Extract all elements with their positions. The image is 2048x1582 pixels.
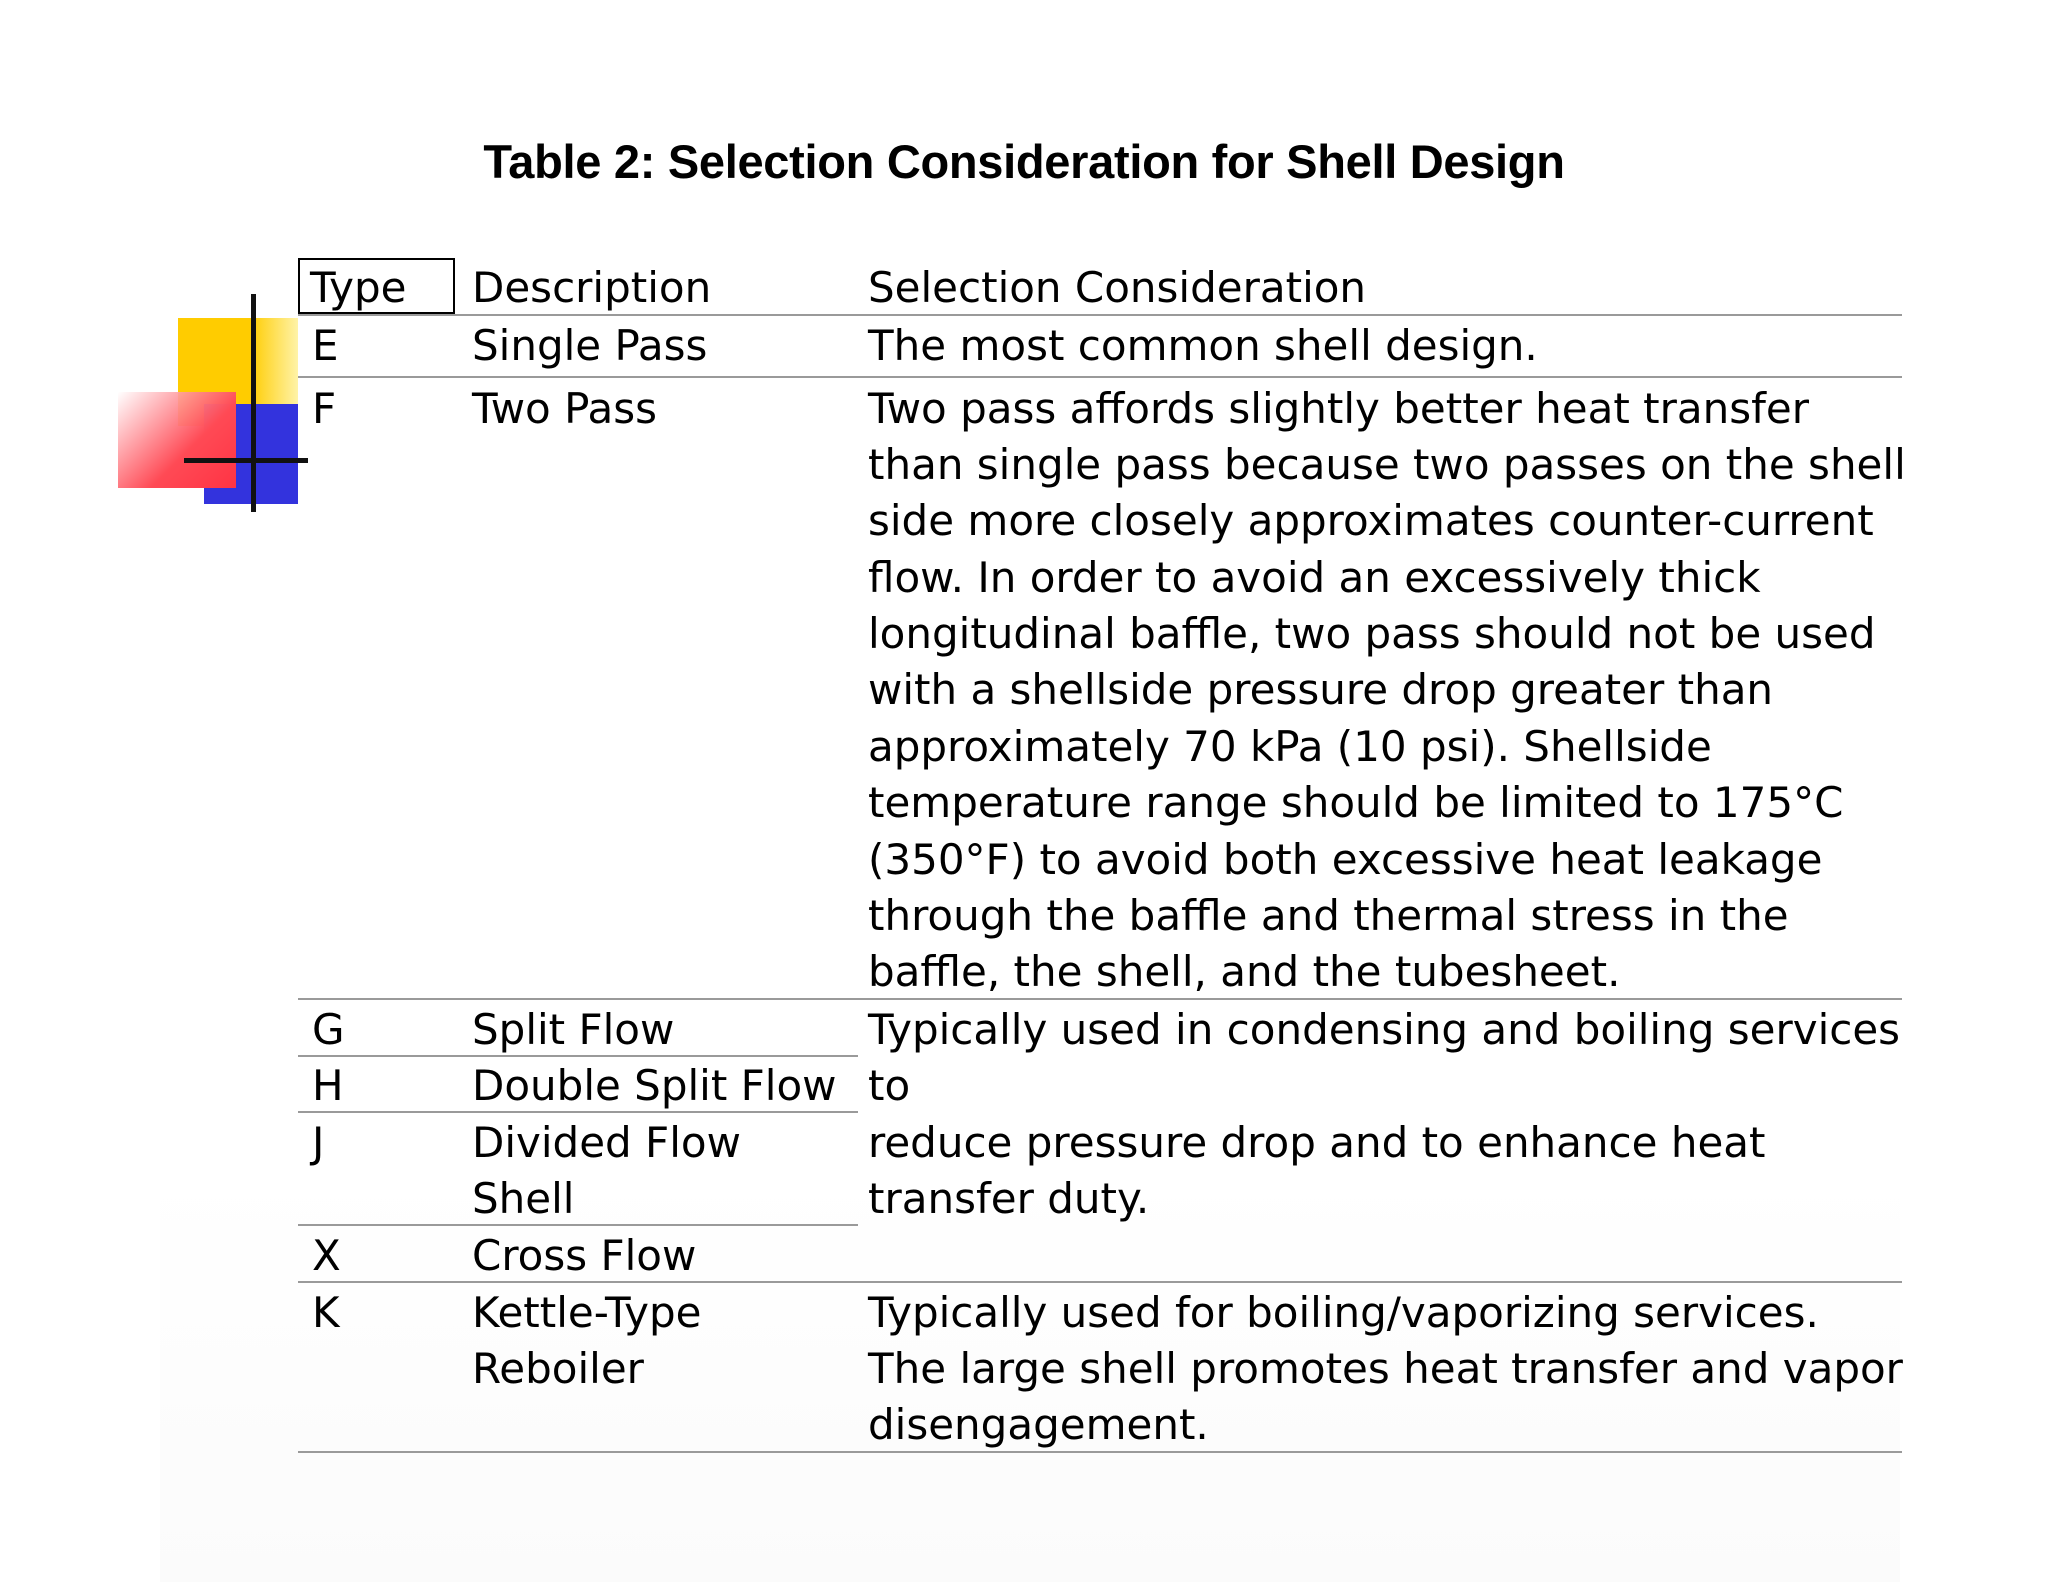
consideration-line: (350°F) to avoid both excessive heat leakage: [868, 835, 1823, 884]
type-cell: E: [312, 321, 339, 370]
row-rule: [298, 1055, 858, 1057]
row-rule: [298, 1281, 1902, 1283]
consideration-cell: The most common shell design.: [868, 321, 1538, 370]
type-cell: J: [312, 1118, 325, 1167]
header-rule: [298, 314, 1902, 316]
description-cell: Double Split Flow: [472, 1061, 837, 1110]
header-type: Type: [310, 263, 407, 312]
consideration-line: baffle, the shell, and the tubesheet.: [868, 947, 1621, 996]
header-description: Description: [472, 263, 712, 312]
decor-horizontal-bar: [184, 458, 308, 463]
consideration-line: The large shell promotes heat transfer and vapor: [868, 1344, 1903, 1393]
consideration-line: temperature range should be limited to 175°C: [868, 778, 1844, 827]
consideration-line: side more closely approximates counter-current: [868, 496, 1874, 545]
description-line: Divided Flow: [472, 1118, 741, 1167]
consideration-line: flow. In order to avoid an excessively thick: [868, 553, 1761, 602]
table-bottom-rule: [298, 1451, 1902, 1453]
row-rule: [298, 1224, 858, 1226]
consideration-line: than single pass because two passes on the shell: [868, 440, 1906, 489]
row-rule: [298, 376, 1902, 378]
consideration-line: longitudinal baffle, two pass should not be used: [868, 609, 1876, 658]
consideration-line: disengagement.: [868, 1400, 1209, 1449]
consideration-line: Typically used for boiling/vaporizing services.: [868, 1288, 1819, 1337]
row-rule: [298, 1111, 858, 1113]
type-cell: X: [312, 1231, 341, 1280]
consideration-line: with a shellside pressure drop greater than: [868, 665, 1774, 714]
description-cell: Single Pass: [472, 321, 708, 370]
header-selection-consideration: Selection Consideration: [868, 263, 1367, 312]
consideration-line: approximately 70 kPa (10 psi). Shellside: [868, 722, 1712, 771]
consideration-line: Two pass affords slightly better heat transfer: [868, 384, 1810, 433]
slide-decoration: [118, 292, 308, 512]
description-line: Reboiler: [472, 1344, 644, 1393]
type-cell: K: [312, 1288, 340, 1337]
decor-vertical-bar: [251, 294, 256, 512]
description-cell: Two Pass: [472, 384, 658, 433]
consideration-line: reduce pressure drop and to enhance heat: [868, 1118, 1766, 1167]
description-line: Shell: [472, 1174, 575, 1223]
type-cell: H: [312, 1061, 344, 1110]
row-rule: [298, 998, 1902, 1000]
description-cell: Cross Flow: [472, 1231, 697, 1280]
consideration-line: transfer duty.: [868, 1174, 1150, 1223]
consideration-line: to: [868, 1061, 911, 1110]
description-line: Kettle-Type: [472, 1288, 702, 1337]
description-cell: Split Flow: [472, 1005, 675, 1054]
type-cell: F: [312, 384, 337, 433]
table-title: Table 2: Selection Consideration for Shell Design: [483, 135, 1565, 188]
consideration-line: Typically used in condensing and boiling services: [868, 1005, 1901, 1054]
decor-red-square: [118, 392, 236, 488]
consideration-line: through the baffle and thermal stress in the: [868, 891, 1789, 940]
type-cell: G: [312, 1005, 345, 1054]
